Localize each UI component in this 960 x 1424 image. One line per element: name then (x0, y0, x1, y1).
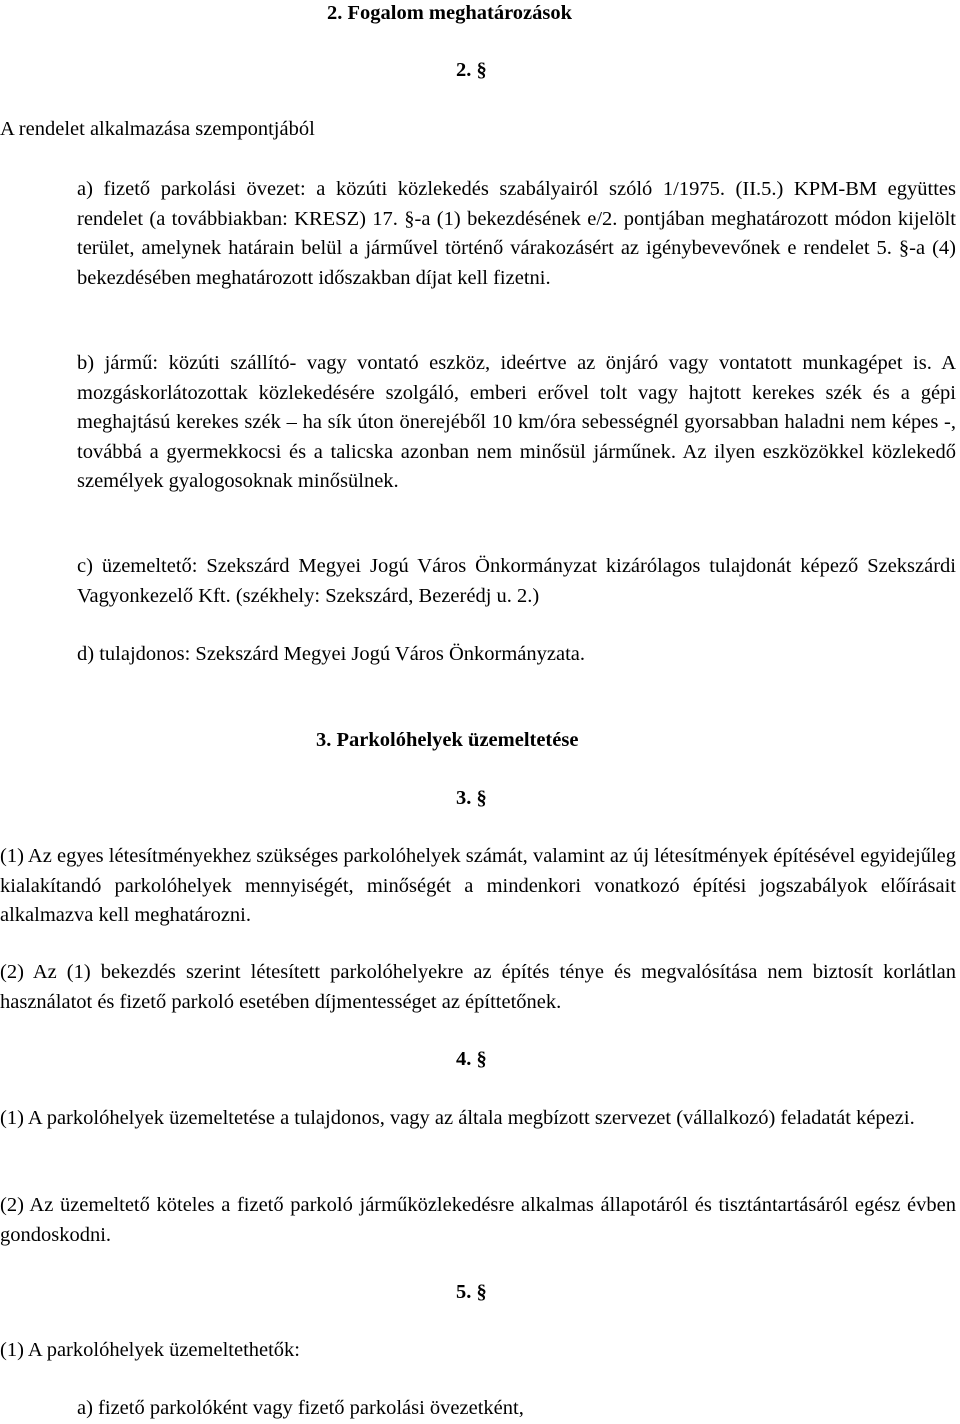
section5-item-a: a) fizető parkolóként vagy fizető parkolási övezetként, (77, 1397, 524, 1419)
paragraph-mark-3: 3. § (456, 787, 487, 809)
section4-paragraph-1: (1) A parkolóhelyek üzemeltetése a tulajdonos, vagy az általa megbízott szervezet (vállalkozó) feladatát képezi. (0, 1107, 915, 1129)
definition-item-b: b) jármű: közúti szállító- vagy vontató eszköz, ideértve az önjáró vagy vontatott munkagépet is. A mozgáskorlátozottak közlekedésére szolgáló, emberi erővel tolt vagy hajtott kerekes szék és a gépi meghajtású kerekes szék – ha sík úton önerejéből 10 km/óra sebességnél gyorsabban haladni nem képes -, továbbá a gyermekkocsi és a talicska azonban nem minősül járműnek. Az ilyen eszközökkel közlekedő személyek gyalogosoknak minősülnek. (77, 352, 956, 492)
section5-paragraph-1: (1) A parkolóhelyek üzemeltethetők: (0, 1339, 301, 1361)
paragraph-mark-5: 5. § (456, 1281, 487, 1303)
section3-paragraph-2: (2) Az (1) bekezdés szerint létesített parkolóhelyekre az építés ténye és megvalósítása nem biztosít korlátlan használatot és fizető parkoló esetében díjmentességet az építtetőnek. (0, 961, 956, 1013)
section-heading-definitions: 2. Fogalom meghatározások (327, 2, 573, 24)
definitions-intro: A rendelet alkalmazása szempontjából (0, 118, 315, 140)
section-heading-operation: 3. Parkolóhelyek üzemeltetése (316, 729, 579, 751)
paragraph-mark-4: 4. § (456, 1048, 487, 1070)
definition-item-d: d) tulajdonos: Szekszárd Megyei Jogú Város Önkormányzata. (77, 643, 586, 665)
paragraph-mark-2: 2. § (456, 59, 487, 81)
section4-paragraph-2: (2) Az üzemeltető köteles a fizető parkoló járműközlekedésre alkalmas állapotáról és tisztántartásáról egész évben gondoskodni. (0, 1194, 956, 1246)
definition-item-a: a) fizető parkolási övezet: a közúti közlekedés szabályairól szóló 1/1975. (II.5.) KPM-BM együttes rendelet (a továbbiakban: KRESZ) 17. §-a (1) bekezdésének e/2. pontjában meghatározott módon kijelölt terület, amelynek határain belül a járművel történő várakozásért az igénybevevőnek e rendelet 5. §-a (4) bekezdésében meghatározott időszakban díjat kell fizetni. (77, 178, 956, 289)
section3-paragraph-1: (1) Az egyes létesítményekhez szükséges parkolóhelyek számát, valamint az új létesítmények építésével egyidejűleg kialakítandó parkolóhelyek mennyiségét, minőségét a mindenkori vonatkozó építési jogszabályok előírásait alkalmazva kell meghatározni. (0, 845, 956, 926)
definition-item-c: c) üzemeltető: Szekszárd Megyei Jogú Város Önkormányzat kizárólagos tulajdonát képező Szekszárdi Vagyonkezelő Kft. (székhely: Szekszárd, Bezerédj u. 2.) (77, 555, 956, 607)
